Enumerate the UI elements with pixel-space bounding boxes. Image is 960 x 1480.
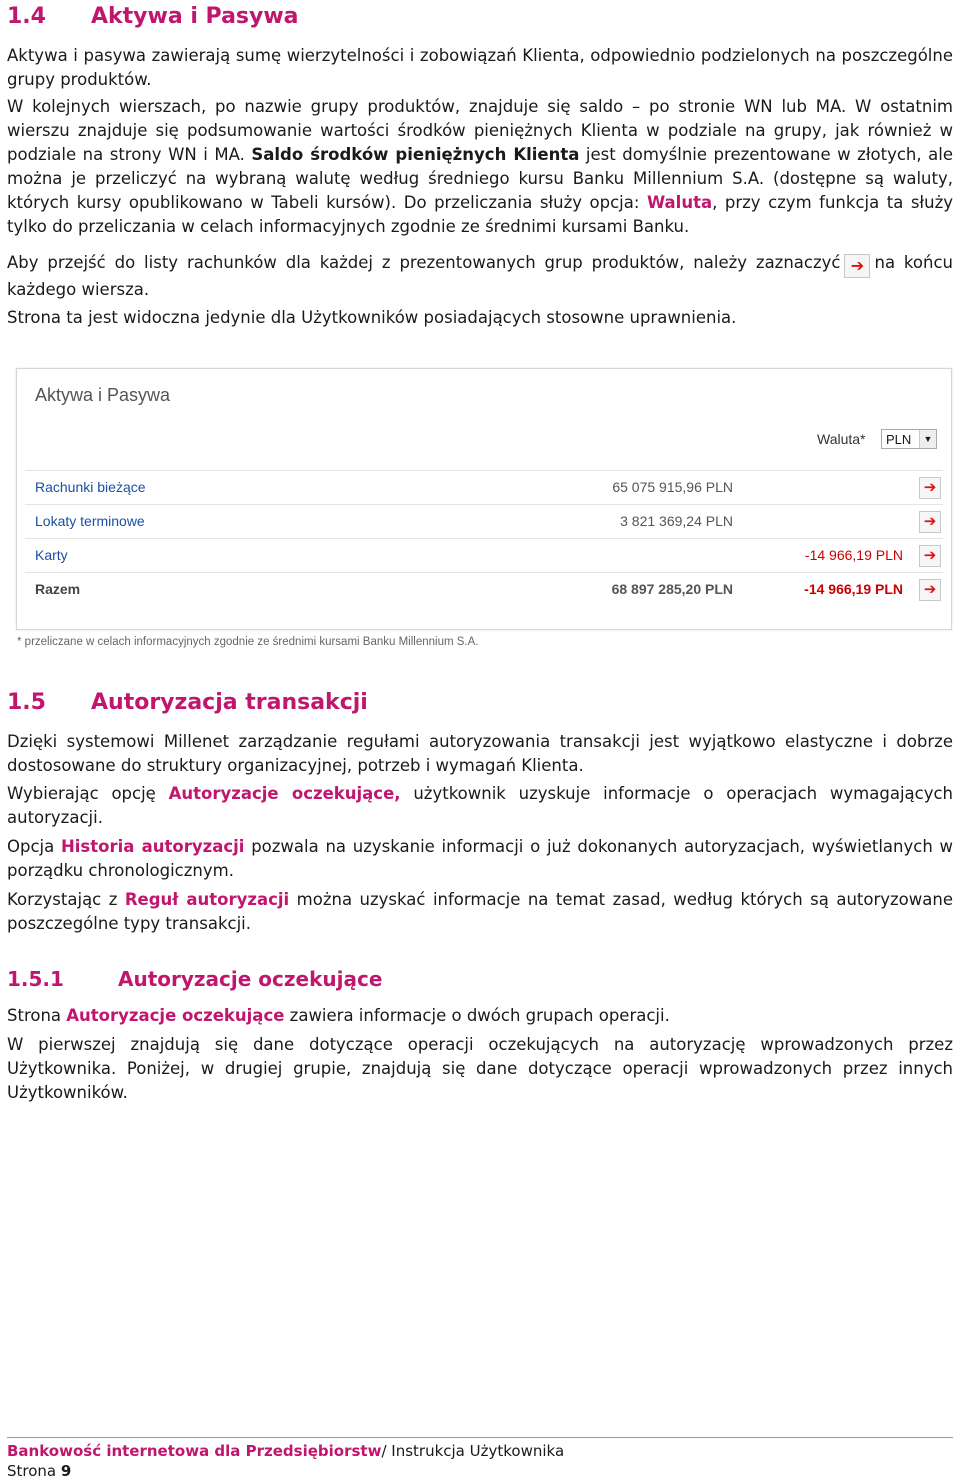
- section-heading-1-5-1: 1.5.1 Autoryzacje oczekujące: [7, 967, 383, 991]
- total-ma: -14 966,19 PLN: [804, 581, 903, 597]
- balance-wn: 65 075 915,96 PLN: [612, 479, 733, 495]
- paragraph: Korzystając z Reguł autoryzacji można uzyskać informacje na temat zasad, według których są autoryzowane poszczególne typy transakcji.: [7, 890, 953, 933]
- arrow-right-icon[interactable]: ➔: [919, 579, 941, 601]
- currency-label: Waluta*: [817, 431, 866, 447]
- product-row: [25, 504, 943, 538]
- arrow-right-icon[interactable]: ➔: [919, 545, 941, 567]
- section-heading-1-5: 1.5 Autoryzacja transakcji: [7, 690, 368, 715]
- section-title: Aktywa i Pasywa: [91, 4, 299, 29]
- balance-ma: -14 966,19 PLN: [804, 547, 903, 563]
- arrow-right-icon[interactable]: ➔: [919, 477, 941, 499]
- paragraph: W pierwszej znajdują się dane dotyczące operacji oczekujących na autoryzację wprowadzonych przez Użytkownika. Poniżej, w drugiej grupie, znajdują się dane dotyczące operacji wprowadzonych przez innych Użytkowników.: [7, 1035, 953, 1102]
- product-name[interactable]: Karty: [35, 547, 68, 563]
- arrow-right-icon: ➔: [844, 254, 870, 278]
- balance-wn: 3 821 369,24 PLN: [620, 513, 733, 529]
- product-row: [25, 538, 943, 572]
- paragraph: Aktywa i pasywa zawierają sumę wierzytelności i zobowiązań Klienta, odpowiednio podzielonych na poszczególne grupy produktów.: [7, 46, 953, 89]
- chevron-down-icon: ▼: [919, 430, 936, 448]
- section-heading-1-4: [7, 4, 299, 29]
- panel-footnote: * przeliczane w celach informacyjnych zgodnie ze średnimi kursami Banku Millennium S.A.: [17, 636, 479, 648]
- panel-title: Aktywa i Pasywa: [35, 385, 171, 405]
- currency-select[interactable]: PLN ▼: [881, 429, 937, 449]
- total-label: Razem: [35, 581, 81, 597]
- paragraph: Wybierając opcję Autoryzacje oczekujące, użytkownik uzyskuje informacje o operacjach wymagających autoryzacji.: [7, 784, 954, 827]
- product-row: [25, 470, 943, 504]
- product-name[interactable]: Lokaty terminowe: [35, 513, 145, 529]
- paragraph: W kolejnych wierszach, po nazwie grupy produktów, znajduje się saldo – po stronie WN lub MA. W ostatnim wierszu znajduje się podsumowanie wartości środków pieniężnych Klienta w podziale na grupy, jak również w podziale na strony WN i MA. Saldo środków pieniężnych Klienta jest domyślnie prezentowane w złotych, ale można je przeliczyć na wybraną walutę według średniego kursu Banku Millennium S.A. (dostępne są waluty, których kursy opublikowano w Tabeli kursów). Do przeliczania służy opcja: Waluta, przy czym funkcja ta służy tylko do przeliczania w celach informacyjnych zgodnie ze średnimi kursami Banku.: [7, 97, 953, 236]
- paragraph: Strona ta jest widoczna jedynie dla Użytkowników posiadających stosowne uprawnienia.: [7, 308, 737, 327]
- assets-liabilities-panel: [16, 368, 952, 630]
- paragraph: Opcja Historia autoryzacji pozwala na uzyskanie informacji o już dokonanych autoryzacjach, wyświetlanych w porządku chronologicznym.: [7, 837, 954, 880]
- arrow-right-icon[interactable]: ➔: [919, 511, 941, 533]
- total-wn: 68 897 285,20 PLN: [611, 581, 733, 597]
- paragraph: Dzięki systemowi Millenet zarządzanie regułami autoryzowania transakcji jest wyjątkowo elastyczne i dobrze dostosowane do struktury organizacyjnej, potrzeb i wymagań Klienta.: [7, 732, 953, 775]
- footer-title: Bankowość internetowa dla Przedsiębiorstw/ Instrukcja Użytkownika: [7, 1442, 565, 1460]
- paragraph: Aby przejść do listy rachunków dla każdej z prezentowanych grup produktów, należy zaznaczyć ➔ na końcu każdego wiersza.: [7, 253, 953, 299]
- section-number: 1.4: [7, 4, 46, 29]
- product-name[interactable]: Rachunki bieżące: [35, 479, 146, 495]
- paragraph: Strona Autoryzacje oczekujące zawiera informacje o dwóch grupach operacji.: [7, 1006, 670, 1025]
- footer-page: Strona 9: [7, 1462, 72, 1480]
- footer-divider: [7, 1437, 953, 1438]
- total-row: [25, 572, 943, 606]
